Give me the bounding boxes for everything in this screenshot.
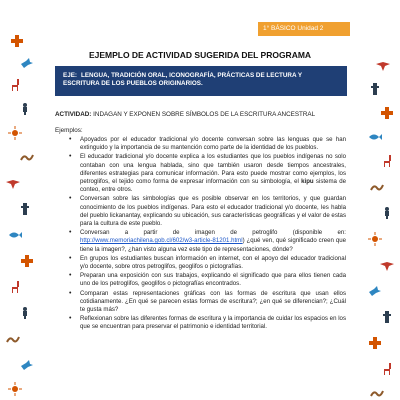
sun-icon xyxy=(8,126,22,140)
axis-text: LENGUA, TRADICIÓN ORAL, ICONOGRAFÍA, PRÁCTICAS DE LECTURA Y ESCRITURA DE LOS PUEBLOS ORIGINARIOS. xyxy=(63,72,302,87)
axis-banner xyxy=(55,66,347,96)
llama-icon xyxy=(8,78,22,92)
fish-icon xyxy=(368,130,382,144)
bird-icon xyxy=(20,358,34,372)
chakana-icon xyxy=(368,336,382,350)
list-item: • Preparan una exposición con sus trabajos, explicando el significado que para ellos tienen cada uno de los petroglifos, geoglifos o pictografías encontrados. xyxy=(80,272,346,288)
examples-list xyxy=(80,136,346,333)
activity-text: INDAGAN Y EXPONEN SOBRE SÍMBOLOS DE LA ESCRITURA ANCESTRAL xyxy=(93,111,316,118)
kipu-term: kipu xyxy=(301,178,314,186)
llama-icon xyxy=(380,154,394,168)
bird-icon xyxy=(20,56,34,70)
serpent-icon xyxy=(20,150,34,164)
fish-icon xyxy=(8,228,22,242)
totem-icon xyxy=(380,310,394,324)
list-item: • Conversan sobre las simbologías que es posible observar en los territorios, y que guardan conocimiento de los pueblos indígenas. Para esto el educador tradicional y/o docente, les habla del pueblo lickanantay, explicando su ubicación, sus características geográficas y el valor de estas para la cultura de este pueblo. xyxy=(80,195,346,228)
human-figure-icon xyxy=(18,306,32,320)
totem-icon xyxy=(18,202,32,216)
chakana-icon xyxy=(380,106,394,120)
activity-heading xyxy=(55,111,347,119)
condor-icon xyxy=(380,258,394,272)
left-decorative-column xyxy=(2,30,36,400)
condor-icon xyxy=(376,58,390,72)
list-item: • El educador tradicional y/o docente explica a los estudiantes que los pueblos indígenas no solo contaban con una lengua hablada, sino que también usaron desde tiempos ancestrales, diferentes estrategias para comunicar información. Para esto puede mostrar como ejemplos, los petroglifos, el tejido como forma de expresar información con su simbología, el kipu sistema de conteo, entre otros. xyxy=(80,153,346,194)
list-item: • Reflexionan sobre las diferentes formas de escritura y la importancia de cuidar los espacios en los que se encuentran para preservar el patrimonio e identidad territorial. xyxy=(80,315,346,331)
list-item: • Comparan estas representaciones gráficas con las formas de escritura que usan ellos cotidianamente. ¿En qué se parecen estas formas de escritura?; ¿en qué se diferencian?; ¿Cuál te gusta más? xyxy=(80,290,346,315)
examples-label: Ejemplos: xyxy=(55,127,83,134)
petroglyph-link[interactable]: http://www.memoriachilena.gob.cl/602/w3-article-81201.html xyxy=(80,237,243,245)
human-figure-icon xyxy=(380,206,394,220)
page-title: EJEMPLO DE ACTIVIDAD SUGERIDA DEL PROGRAMA xyxy=(88,50,312,60)
right-decorative-column xyxy=(364,30,398,400)
activity-label: ACTIVIDAD: xyxy=(55,111,92,118)
human-figure-icon xyxy=(18,102,32,116)
chakana-icon xyxy=(20,254,34,268)
grade-unit-tag: 1° BÁSICO Unidad 2 xyxy=(258,22,350,36)
llama-icon xyxy=(380,362,394,376)
list-item: • En grupos los estudiantes buscan información en internet, con el apoyo del educador tradicional y/o docente, sobre otros petroglifos, geoglifos o pictografías. xyxy=(80,255,346,271)
axis-label: EJE: xyxy=(63,72,77,79)
sun-icon xyxy=(368,232,382,246)
serpent-icon xyxy=(370,386,384,400)
bird-icon xyxy=(368,284,382,298)
serpent-icon xyxy=(370,180,384,194)
serpent-icon xyxy=(6,332,20,346)
list-item: • Apoyados por el educador tradicional y/o docente conversan sobre las lenguas que se han extinguido y la importancia de su mantención como parte de la identidad de los pueblos. xyxy=(80,136,346,152)
totem-icon xyxy=(368,82,382,96)
llama-icon xyxy=(8,280,22,294)
sun-icon xyxy=(8,382,22,396)
condor-icon xyxy=(6,176,20,190)
chakana-icon xyxy=(10,34,24,48)
list-item: • Conversan a partir de imagen de petroglifo (disponible en: http://www.memoriachilena.gob.cl/602/w3-article-81201.html) ¿qué ven, qué significado creen que tiene la imagen?, ¿han visto alguna vez este tipo de representaciones, dónde? xyxy=(80,229,346,254)
